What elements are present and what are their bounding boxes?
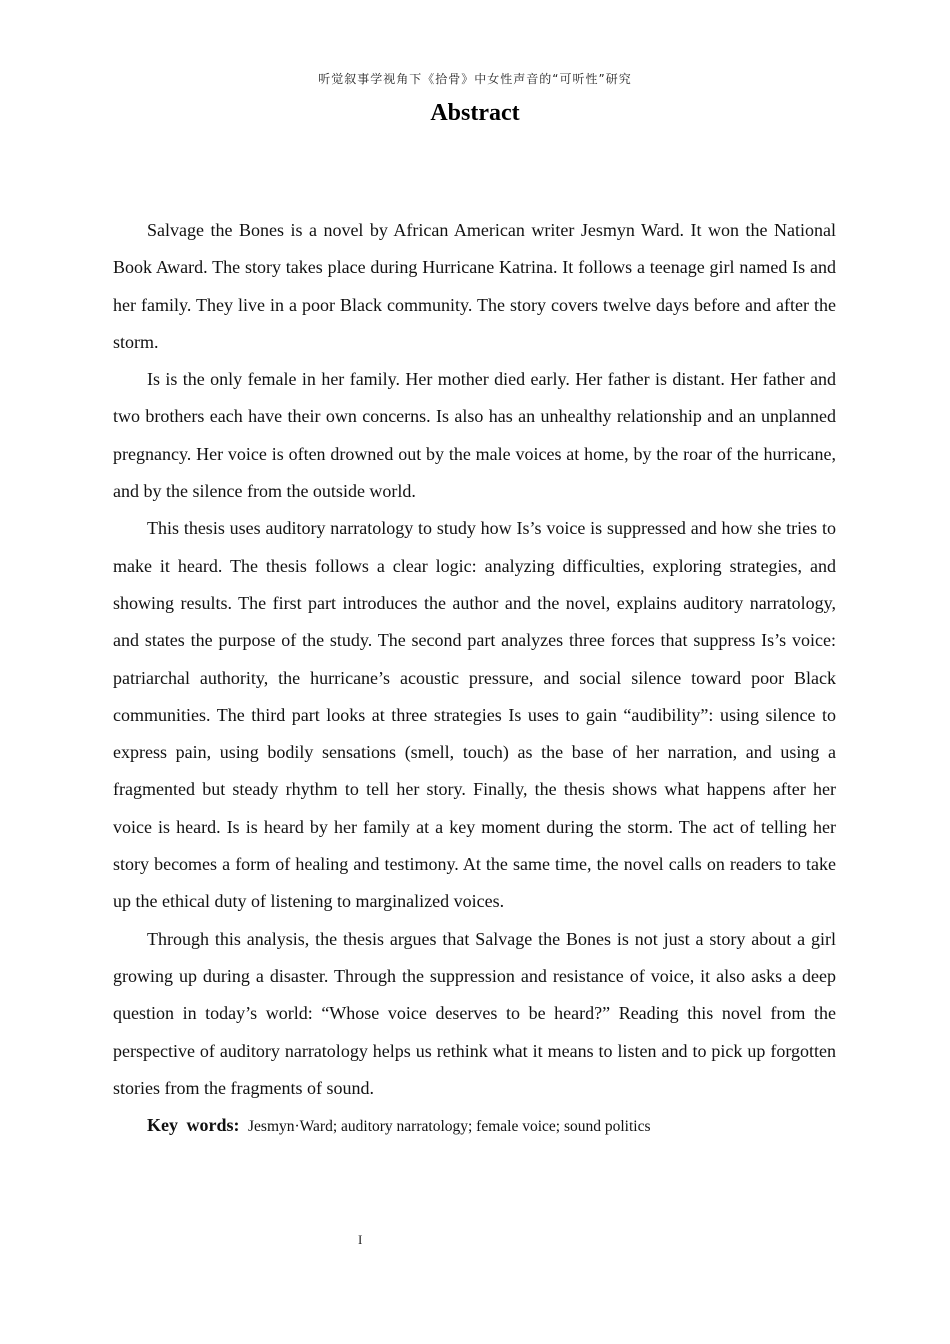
abstract-paragraph-1: Salvage the Bones is a novel by African American writer Jesmyn Ward. It won the National Book Award. The story takes place during Hurricane Katrina. It follows a teenage girl named Is and her family. They live in a poor Black community. The story covers twelve days before and after the storm. — [113, 220, 836, 352]
keywords-values: Jesmyn·Ward; auditory narratology; female voice; sound politics — [248, 1118, 651, 1136]
running-header: 听觉叙事学视角下《拾骨》中女性声音的“可听性”研究 — [318, 72, 632, 86]
keywords-label: Key words: — [147, 1115, 240, 1136]
abstract-paragraph-3: This thesis uses auditory narratology to study how Is’s voice is suppressed and how she tries to make it heard. The thesis follows a clear logic: analyzing difficulties, exploring strategies, and showing results. The first part introduces the author and the novel, explains auditory narratology, and states the purpose of the study. The second part analyzes three forces that suppress Is’s voice: patriarchal authority, the hurricane’s acoustic pressure, and social silence toward poor Black communities. The third part looks at three strategies Is uses to gain “audibility”: using silence to express pain, using bodily sensations (smell, touch) as the base of her narration, and using a fragmented but steady rhythm to tell her story. Finally, the thesis shows what happens after her voice is heard. Is is heard by her family at a key moment during the storm. The act of telling her story becomes a form of healing and testimony. At the same time, the novel calls on readers to take up the ethical duty of listening to marginalized voices. — [113, 518, 836, 912]
page-title: Abstract — [430, 100, 520, 126]
keywords-line — [113, 1107, 836, 1145]
abstract-paragraph-4: Through this analysis, the thesis argues that Salvage the Bones is not just a story about a girl growing up during a disaster. Through the suppression and resistance of voice, it also asks a deep question in today’s world: “Whose voice deserves to be heard?” Reading this novel from the perspective of auditory narratology helps us rethink what it means to listen and to pick up forgotten stories from the fragments of sound. — [113, 928, 836, 1098]
abstract-body — [113, 212, 836, 1145]
page-number: I — [358, 1232, 363, 1247]
abstract-paragraph-2: Is is the only female in her family. Her mother died early. Her father is distant. Her father and two brothers each have their own concerns. Is also has an unhealthy relationship and an unplanned pregnancy. Her voice is often drowned out by the male voices at home, by the roar of the hurricane, and by the silence from the outside world. — [113, 369, 836, 502]
